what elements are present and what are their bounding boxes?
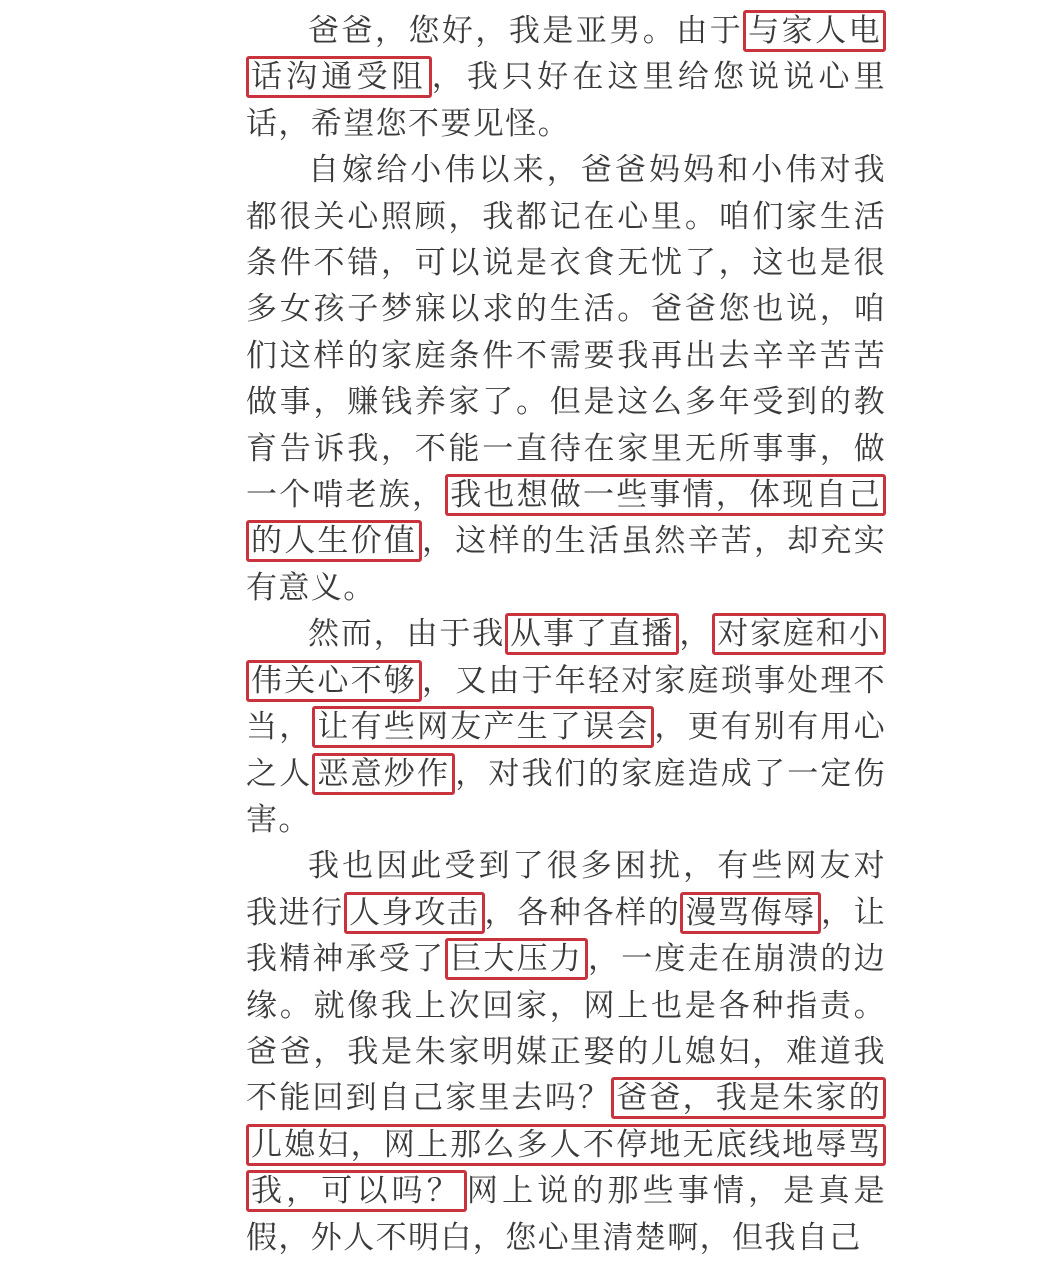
text-segment: 我也因此受到了很多困扰，有些网友对我进行 [246,848,886,931]
paragraph-3 [246,611,886,843]
text-segment: ，一度走在崩溃的边缘。就像我上次回家，网上也是各种指责。爸爸，我是朱家明媒正娶的儿媳妇，难道我不能回到自己家里去吗？ [246,941,886,1117]
highlighted-phrase: 从事了直播 [505,613,679,655]
text-segment: ，这样的生活虽然辛苦，却充实有意义。 [246,523,886,606]
highlighted-phrase: 对家庭和小伟关心不够 [246,613,886,701]
text-segment: ，对我们的家庭造成了一定伤害。 [246,755,886,838]
text-segment: 然而，由于我 [308,616,506,653]
highlighted-phrase: 与家人电话沟通受阻 [246,10,886,98]
text-segment: 自嫁给小伟以来，爸爸妈妈和小伟对我都很关心照顾，我都记在心里。咱们家生活条件不错，可以说是衣食无忧了，这也是很多女孩子梦寐以求的生活。爸爸您也说，咱们这样的家庭条件不需要我再出去辛辛苦苦做事，赚钱养家了。但是这么多年受到的教育告诉我，不能一直待在家里无所事事，做一个啃老族， [246,152,886,514]
text-segment: ，我只好在这里给您说说心里话，希望您不要见怪。 [246,59,886,142]
highlighted-phrase: 爸爸，我是朱家的儿媳妇，网上那么多人不停地无底线地辱骂我，可以吗？ [246,1077,886,1212]
highlighted-phrase: 漫骂侮辱 [680,892,821,934]
text-segment: ， [679,616,713,653]
highlighted-phrase: 恶意炒作 [312,753,455,795]
letter-body [246,8,886,1261]
text-segment: 爸爸，您好，我是亚男。由于 [308,13,744,49]
text-segment: ，更有别有用心之人 [246,709,886,792]
text-segment: 网上说的那些事情，是真是假，外人不明白，您心里清楚啊，但我自己 [246,1173,886,1256]
paragraph-4 [246,843,886,1261]
highlighted-phrase: 让有些网友产生了误会 [312,706,654,748]
text-segment: ，让我精神承受了 [246,894,886,978]
text-segment: ，又由于年轻对家庭琐事处理不当， [246,662,886,746]
paragraph-1 [246,8,886,147]
text-segment: ，各种各样的 [484,894,681,931]
highlighted-phrase: 巨大压力 [445,938,588,980]
highlighted-phrase: 我也想做一些事情，体现自己的人生价值 [246,474,886,562]
paragraph-2 [246,147,886,611]
highlighted-phrase: 人身攻击 [344,892,485,934]
